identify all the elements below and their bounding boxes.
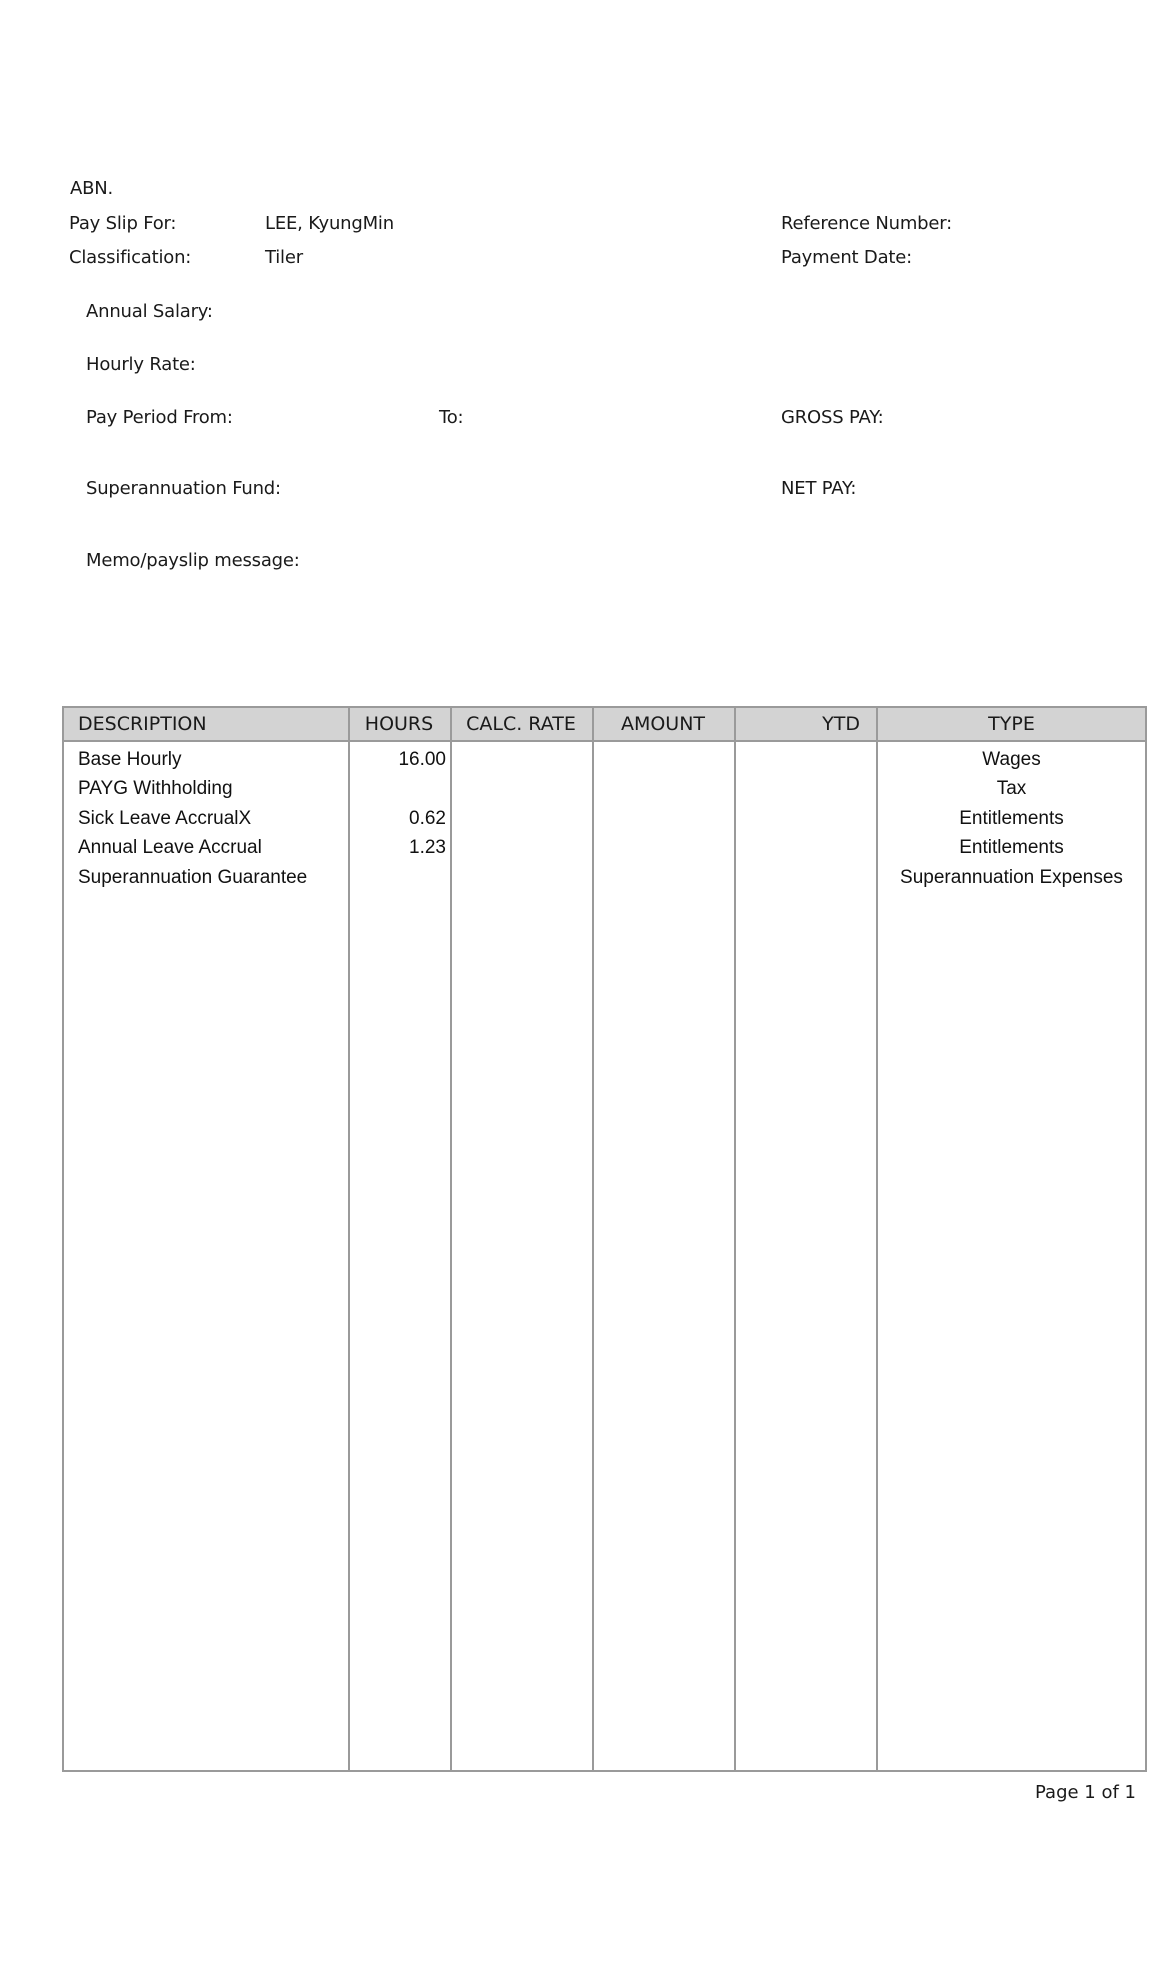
row-hours: 16.00 (398, 749, 446, 770)
row-type: Superannuation Expenses (900, 867, 1123, 888)
memo-label: Memo/payslip message: (86, 550, 300, 571)
pay-slip-for-label: Pay Slip For: (69, 213, 177, 234)
row-description: Superannuation Guarantee (78, 867, 308, 888)
row-type: Wages (982, 749, 1041, 770)
abn-label: ABN. (70, 178, 114, 199)
row-hours (350, 863, 448, 892)
table-row (64, 833, 1145, 862)
row-description: Base Hourly (78, 749, 182, 770)
payment-date-label: Payment Date: (781, 247, 913, 268)
pay-period-from-label: Pay Period From: (86, 407, 233, 428)
annual-salary-label: Annual Salary: (86, 301, 213, 322)
net-pay-label: NET PAY: (781, 478, 857, 499)
row-type: Entitlements (959, 808, 1064, 829)
row-description: Annual Leave Accrual (78, 837, 262, 858)
row-hours: 0.62 (409, 808, 446, 829)
column-header-type: TYPE (988, 713, 1035, 735)
table-row (64, 774, 1145, 803)
column-header-hours: HOURS (364, 713, 434, 735)
column-header-amount: AMOUNT (620, 713, 706, 735)
classification-value: Tiler (265, 247, 303, 268)
column-header-ytd: YTD (822, 713, 860, 735)
gross-pay-label: GROSS PAY: (781, 407, 884, 428)
superannuation-fund-label: Superannuation Fund: (86, 478, 281, 499)
employee-name: LEE, KyungMin (265, 213, 394, 234)
pay-period-to-label: To: (439, 407, 464, 428)
row-type: Tax (996, 778, 1027, 799)
row-hours: 1.23 (409, 837, 446, 858)
column-header-description: DESCRIPTION (78, 713, 207, 735)
reference-number-label: Reference Number: (781, 213, 953, 234)
row-description: Sick Leave AccrualX (78, 808, 252, 829)
table-row (64, 804, 1145, 833)
table-row (64, 745, 1145, 774)
table-header (64, 708, 1145, 742)
row-hours (350, 774, 448, 803)
table-row (64, 863, 1145, 892)
classification-label: Classification: (69, 247, 192, 268)
payslip-table (62, 706, 1147, 1772)
row-type: Entitlements (959, 837, 1064, 858)
row-description: PAYG Withholding (78, 778, 233, 799)
hourly-rate-label: Hourly Rate: (86, 354, 196, 375)
page-number: Page 1 of 1 (1035, 1782, 1136, 1803)
column-header-calc-rate: CALC. RATE (466, 713, 576, 735)
